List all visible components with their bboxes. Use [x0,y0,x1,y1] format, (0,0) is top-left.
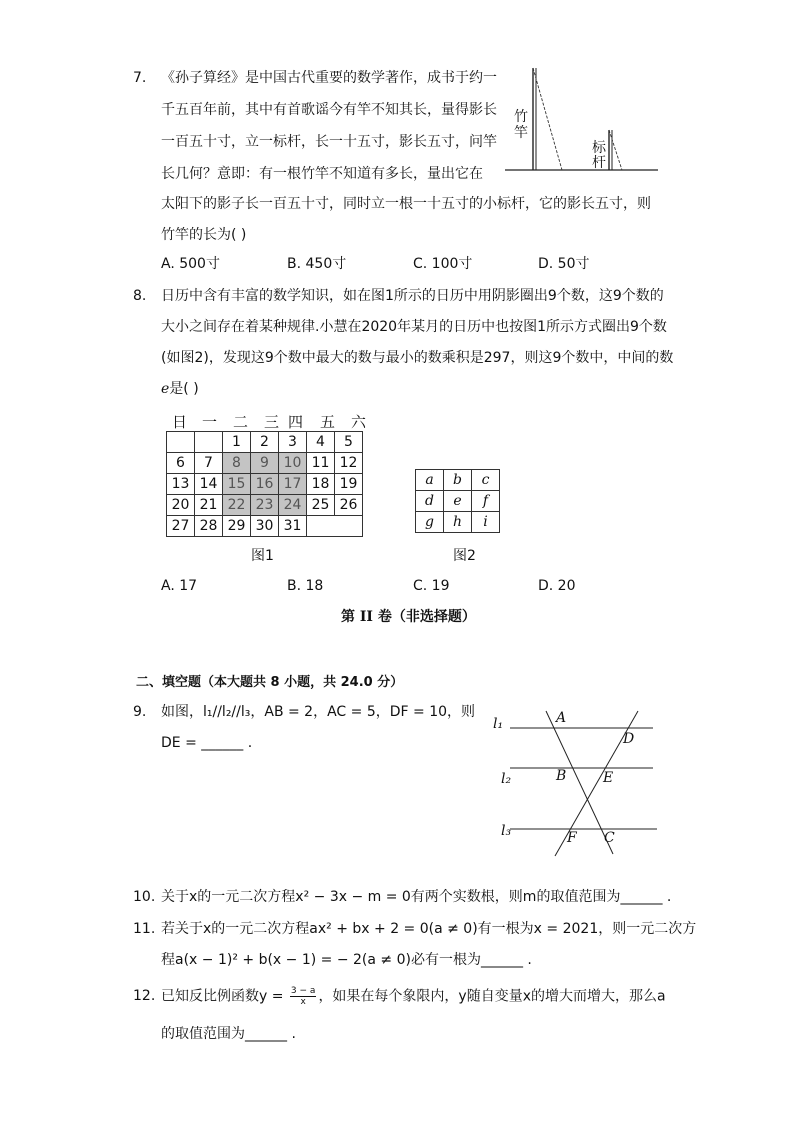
calendar-cell [195,432,223,453]
q8-line-4 [161,379,199,399]
calendar-cell: 26 [335,495,363,516]
q7-line-1: 《孙子算经》是中国古代重要的数学著作，成书于约一 [161,70,497,86]
calendar-cell: 2 [251,432,279,453]
label-c: C [604,830,615,846]
label-f: F [567,830,577,846]
calendar-cell-shaded: 9 [251,453,279,474]
calendar-cell: 18 [307,474,335,495]
calendar-cell: 21 [195,495,223,516]
calendar-cell-shaded: 22 [223,495,251,516]
letter-grid-figure-2 [415,469,500,533]
letter-cell: c [472,470,500,491]
q8-line-4-text: 是( ) [169,381,199,397]
q12-line-1 [161,986,666,1007]
q8-option-b: B. 18 [287,578,324,594]
calendar-cell: 12 [335,453,363,474]
calendar-row [167,516,363,537]
letter-row [416,512,500,533]
letter-row [416,491,500,512]
q12-frac-denominator: x [300,997,306,1007]
q11-line-2: 程a(x − 1)² + b(x − 1) = − 2(a ≠ 0)必有一根为______ . [161,952,532,968]
label-l2: l₂ [501,771,512,787]
q12-line-2: 的取值范围为______ . [161,1026,296,1042]
q8-line-2: 大小之间存在着某种规律.小慧在2020年某月的日历中也按图1所示方式圈出9个数 [161,319,667,335]
section-title: 第 II 卷（非选择题） [341,609,476,625]
rod-label-1: 标 [592,140,606,156]
q12-line-1-pre: 已知反比例函数y = [161,988,288,1005]
calendar-cell-shaded: 17 [279,474,307,495]
letter-cell: a [416,470,444,491]
calendar-cell [307,516,363,537]
calendar-cell: 6 [167,453,195,474]
calendar-figure-1 [166,431,363,537]
calendar-cell: 4 [307,432,335,453]
calendar-cell: 3 [279,432,307,453]
q7-number: 7. [133,70,147,86]
calendar-cell: 27 [167,516,195,537]
calendar-row [167,474,363,495]
q8-line-1: 日历中含有丰富的数学知识，如在图1所示的日历中用阴影圈出9个数，这9个数的 [161,288,664,304]
weekday-tue: 二 [233,413,249,431]
label-e: E [603,770,614,786]
weekday-sun: 日 [172,413,188,431]
q8-line-3: (如图2)，发现这9个数中最大的数与最小的数乘积是297，则这9个数中，中间的数 [161,350,674,366]
q7-line-4: 长几何？意即：有一根竹竿不知道有多长，量出它在 [161,166,483,182]
letter-cell: e [444,491,472,512]
calendar-cell: 11 [307,453,335,474]
pole-label-2: 竿 [514,125,528,141]
q10-number: 10. [133,889,156,905]
calendar-row [167,432,363,453]
q7-line-2: 千五百年前，其中有首歌谣今有竿不知其长，量得影长 [161,102,497,118]
calendar-row [167,495,363,516]
weekday-thu: 四 [288,413,304,431]
q12-frac-numerator: 3 − a [290,986,316,996]
q7-line-5: 太阳下的影子长一百五十寸，同时立一根一十五寸的小标杆，它的影长五寸，则 [161,196,651,212]
q12-fraction [290,986,317,1007]
part2-heading: 二、填空题（本大题共 8 小题，共 24.0 分） [136,675,404,690]
q10-text: 关于x的一元二次方程x² − 3x − m = 0有两个实数根，则m的取值范围为______ . [161,889,672,905]
calendar-cell-shaded: 23 [251,495,279,516]
calendar-cell-shaded: 16 [251,474,279,495]
letter-cell: f [472,491,500,512]
q7-option-b: B. 450寸 [287,256,347,272]
weekday-wed: 三 [264,413,280,431]
calendar-cell [167,432,195,453]
q9-line-1: 如图，l₁//l₂//l₃，AB = 2，AC = 5，DF = 10，则 [161,704,476,720]
q8-option-d: D. 20 [538,578,576,594]
letter-cell: d [416,491,444,512]
calendar-cell-shaded: 15 [223,474,251,495]
q8-number: 8. [133,288,147,304]
calendar-cell-shaded: 10 [279,453,307,474]
calendar-cell-shaded: 24 [279,495,307,516]
fig1-caption: 图1 [251,548,274,564]
calendar-cell: 5 [335,432,363,453]
calendar-cell-shaded: 8 [223,453,251,474]
calendar-cell: 19 [335,474,363,495]
calendar-cell: 28 [195,516,223,537]
calendar-cell: 14 [195,474,223,495]
letter-cell: b [444,470,472,491]
calendar-cell: 30 [251,516,279,537]
letter-cell: h [444,512,472,533]
calendar-cell: 13 [167,474,195,495]
q8-middle-var: e [161,381,170,397]
q7-option-d: D. 50寸 [538,256,590,272]
q7-line-3: 一百五十寸，立一标杆，长一十五寸，影长五寸，问竿 [161,134,497,150]
letter-cell: g [416,512,444,533]
letter-cell: i [472,512,500,533]
weekday-sat: 六 [351,413,367,431]
calendar-cell: 29 [223,516,251,537]
calendar-cell: 31 [279,516,307,537]
calendar-cell: 7 [195,453,223,474]
q8-option-c: C. 19 [413,578,450,594]
q7-option-c: C. 100寸 [413,256,473,272]
q8-option-a: A. 17 [161,578,198,594]
letter-row [416,470,500,491]
q9-number: 9. [133,704,147,720]
label-a: A [556,710,567,726]
q11-line-1: 若关于x的一元二次方程ax² + bx + 2 = 0(a ≠ 0)有一根为x = 2021，则一元二次方 [161,921,697,937]
q7-line-6: 竹竿的长为( ) [161,227,247,243]
q12-line-1-post: ，如果在每个象限内，y随自变量x的增大而增大，那么a [318,988,666,1005]
label-b: B [556,768,567,784]
calendar-cell: 25 [307,495,335,516]
fig2-caption: 图2 [453,548,476,564]
label-l1: l₁ [493,716,504,732]
label-d: D [623,731,635,747]
label-l3: l₃ [501,823,512,839]
pole-label-1: 竹 [514,109,528,125]
q12-number: 12. [133,988,156,1004]
rod-label-2: 杆 [592,155,606,171]
calendar-cell: 20 [167,495,195,516]
weekday-fri: 五 [320,413,336,431]
q11-number: 11. [133,921,156,937]
calendar-row [167,453,363,474]
calendar-cell: 1 [223,432,251,453]
q9-line-2: DE = ______ . [161,735,253,751]
q7-option-a: A. 500寸 [161,256,220,272]
weekday-mon: 一 [202,413,218,431]
